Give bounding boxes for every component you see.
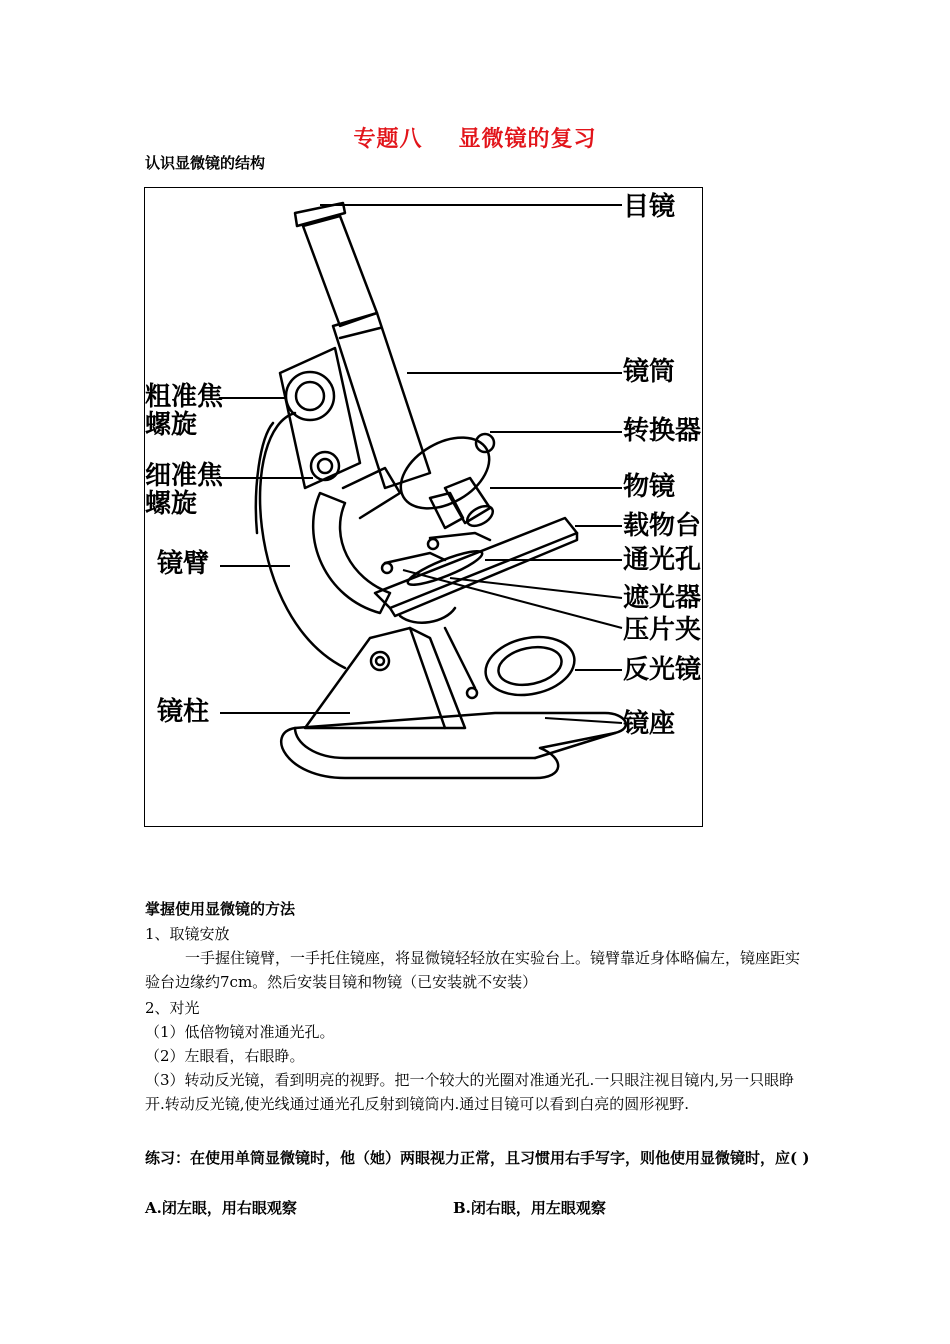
step-1-title: 1、取镜安放 (145, 925, 230, 943)
label-base: 镜座 (623, 709, 676, 739)
label-stage-hole: 通光孔 (623, 545, 702, 575)
title-part-2: 显微镜的复习 (458, 126, 597, 152)
label-objective: 物镜 (623, 472, 676, 502)
label-diaphragm: 遮光器 (623, 583, 702, 613)
label-clip: 压片夹 (623, 615, 702, 645)
microscope-diagram (144, 187, 703, 827)
option-b: B.闭右眼，用左眼观察 (453, 1199, 606, 1217)
label-fine-focus-line2: 螺旋 (145, 489, 198, 519)
microscope-drawing (145, 188, 704, 828)
label-coarse-focus-line1: 粗准焦 (145, 382, 224, 412)
section-heading-structure: 认识显微镜的结构 (145, 154, 266, 172)
option-a: A.闭左眼，用右眼观察 (145, 1199, 297, 1217)
label-fine-focus-line1: 细准焦 (145, 461, 224, 491)
label-arm: 镜臂 (157, 549, 210, 579)
title-part-1: 专题八 (353, 126, 423, 152)
label-pillar: 镜柱 (157, 697, 210, 727)
label-tube: 镜筒 (623, 357, 676, 387)
step-2-item-3: （3）转动反光镜，看到明亮的视野。把一个较大的光圈对准通光孔.一只眼注视目镜内,另一只眼睁开.转动反光镜,使光线通过通光孔反射到镜筒内.通过目镜可以看到白亮的圆形视野. (145, 1071, 795, 1113)
step-2-item-1: （1）低倍物镜对准通光孔。 (145, 1023, 335, 1041)
step-2-title: 2、对光 (145, 999, 200, 1017)
label-stage: 载物台 (623, 511, 702, 541)
label-nosepiece: 转换器 (623, 416, 702, 446)
label-coarse-focus-line2: 螺旋 (145, 410, 198, 440)
page-title (0, 122, 950, 153)
step-2-item-2: （2）左眼看，右眼睁。 (145, 1047, 305, 1065)
label-mirror: 反光镜 (623, 655, 702, 685)
step-1-text: 一手握住镜臂，一手托住镜座，将显微镜轻轻放在实验台上。镜臂靠近身体略偏左，镜座距实验台边缘约7cm。然后安装目镜和物镜（已安装就不安装） (145, 949, 801, 991)
exercise-question: 练习：在使用单筒显微镜时，他（她）两眼视力正常，且习惯用右手写字，则他使用显微镜时，应( ) (145, 1149, 810, 1167)
section-heading-method: 掌握使用显微镜的方法 (145, 900, 296, 918)
label-eyepiece: 目镜 (623, 192, 676, 222)
